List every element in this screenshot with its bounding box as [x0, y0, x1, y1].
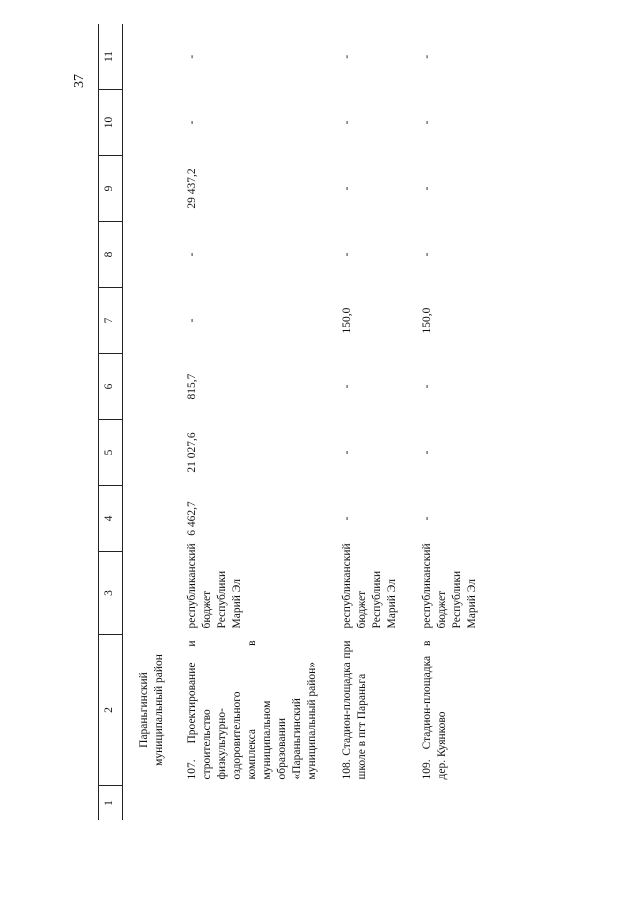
header-col-7: 7 [99, 288, 123, 354]
header-col-1: 1 [99, 786, 123, 821]
value-col-11: - [186, 54, 198, 59]
header-col-5: 5 [99, 420, 123, 486]
value-col-8: - [186, 252, 198, 257]
table-row [412, 24, 492, 820]
funding-source: республиканский бюджет Республики Марий Эл [421, 543, 478, 629]
header-col-6: 6 [99, 354, 123, 420]
value-col-4: 6 462,7 [186, 501, 198, 536]
header-col-11: 11 [99, 24, 123, 90]
value-col-11: - [341, 54, 353, 59]
value-col-5: - [421, 450, 433, 455]
header-col-9: 9 [99, 156, 123, 222]
value-col-11: - [421, 54, 433, 59]
value-col-9: - [341, 186, 353, 191]
value-col-5: - [341, 450, 353, 455]
table-row [332, 24, 412, 820]
header-col-3: 3 [99, 552, 123, 635]
funding-source: республиканский бюджет Республики Марий Эл [186, 543, 243, 629]
rotated-table-container [98, 30, 568, 820]
budget-table [98, 24, 492, 820]
district-row [123, 24, 178, 820]
value-col-4: - [421, 516, 433, 521]
table-row [177, 24, 332, 820]
header-col-8: 8 [99, 222, 123, 288]
header-row [99, 24, 123, 820]
header-col-10: 10 [99, 90, 123, 156]
value-col-5: 21 027,6 [186, 432, 198, 473]
object-name: 109. Стадион-площадка в дер. Куянково [421, 640, 448, 780]
value-col-8: - [341, 252, 353, 257]
value-col-6: 815,7 [186, 373, 198, 400]
value-col-8: - [421, 252, 433, 257]
header-col-4: 4 [99, 486, 123, 552]
value-col-6: - [341, 384, 353, 389]
value-col-4: - [341, 516, 353, 521]
value-col-10: - [186, 120, 198, 125]
district-heading: Параньгинский муниципальный район [138, 654, 165, 766]
object-name: 108. Стадион-площадка при школе в пгт Параньга [341, 640, 368, 780]
value-col-7: - [186, 318, 198, 323]
value-col-6: - [421, 384, 433, 389]
header-col-2: 2 [99, 635, 123, 786]
page-number: 37 [72, 74, 87, 88]
object-name: 107. Проектирование и строительство физкультурно-оздоровительного комплекса в муниципальном образовании «Параньгинский муниципальный район» [186, 640, 318, 780]
value-col-10: - [341, 120, 353, 125]
value-col-9: 29 437,2 [186, 168, 198, 209]
value-col-10: - [421, 120, 433, 125]
value-col-7: 150,0 [421, 307, 433, 334]
funding-source: республиканский бюджет Республики Марий Эл [341, 543, 398, 629]
value-col-7: 150,0 [341, 307, 353, 334]
value-col-9: - [421, 186, 433, 191]
